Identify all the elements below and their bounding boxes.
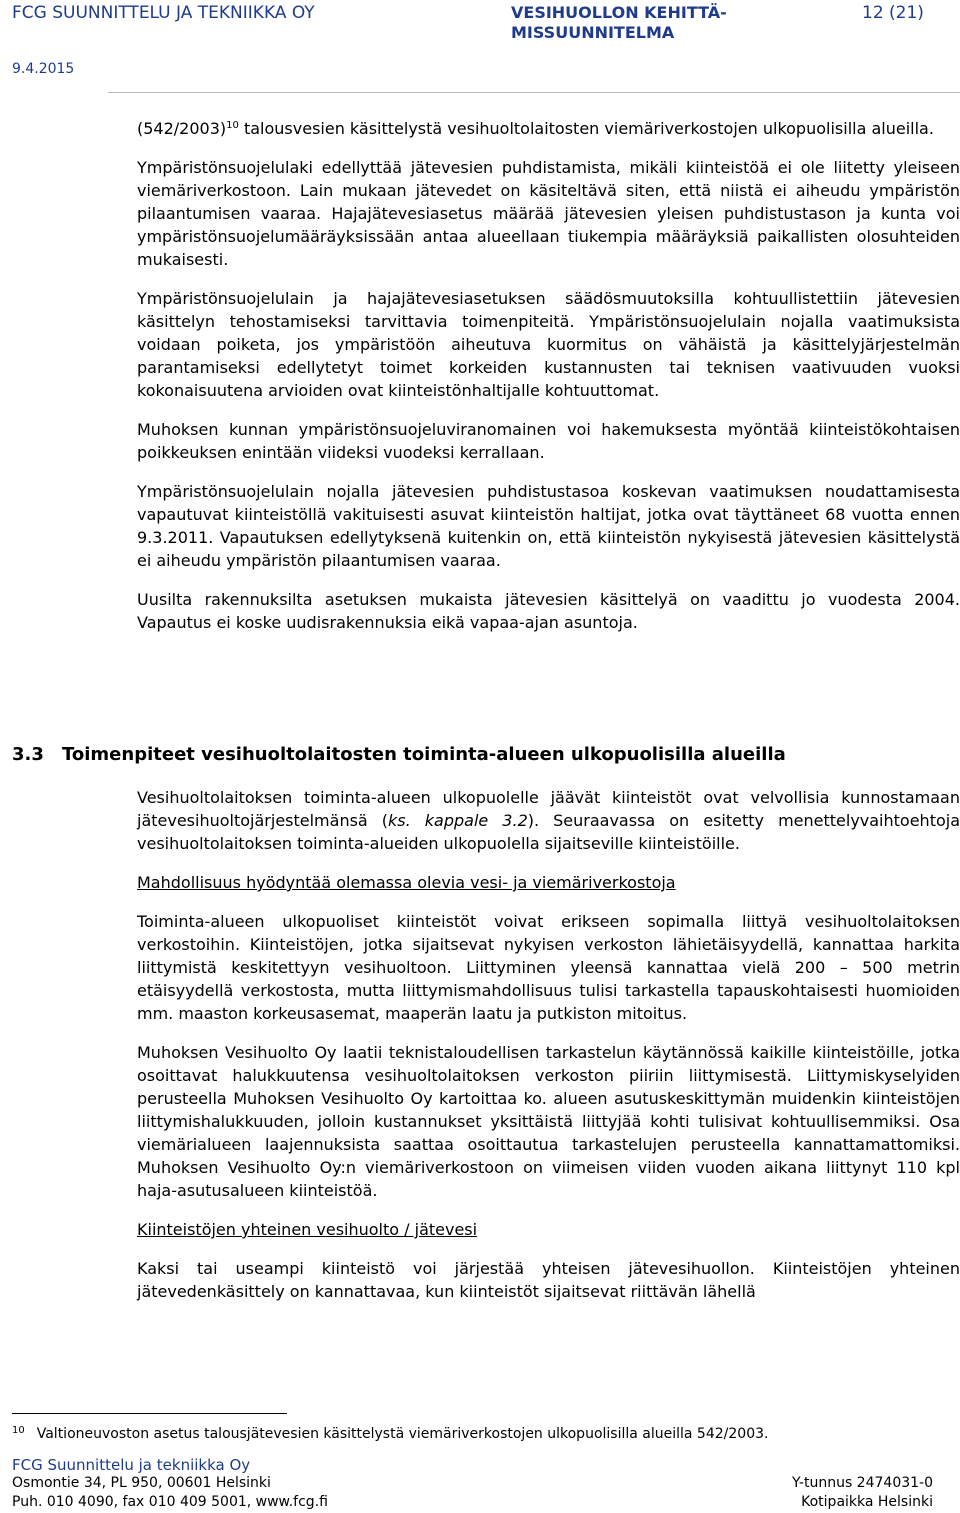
paragraph-intro-text: talousvesien käsittelystä vesihuoltolaitosten viemäriverkostojen ulkopuolisilla alueilla. <box>238 119 934 138</box>
section-body <box>137 786 960 1303</box>
paragraph-joining-networks: Toiminta-alueen ulkopuoliset kiinteistöt voivat erikseen sopimalla liittyä vesihuoltolaitoksen verkostoihin. Kiinteistöjen, jotka sijaitsevat nykyisen verkoston lähietäisyydellä, kannattaa harkita liittymistä keskitettyyn vesihuoltoon. Liittyminen yleensä kannattaa vielä 200 – 500 metrin etäisyydellä verkostosta, mutta liittymismahdollisuus tulisi tarkastella tapauskohtaisesti huomioiden mm. maaston korkeusasemat, maaperän laatu ja putkiston mitoitus. <box>137 912 960 1023</box>
paragraph-regulation-changes: Ympäristönsuojelulain ja hajajätevesiasetuksen säädösmuutoksilla kohtuullistettiin jätevesien käsittelyn tehostamiseksi tarvittavia toimenpiteitä. Ympäristönsuojelulain nojalla vaatimuksista voidaan poiketa, jos ympäristöön aiheutuva kuormitus on vähäistä ja käsittelyjärjestelmän parantamiseksi edellytetyt toimet korkeiden kustannusten tai teknisen vaativuuden vuoksi kokonaisuutena arvioiden ovat kiinteistönhaltijalle kohtuuttomat. <box>137 289 960 400</box>
footnote-ref[interactable]: 10 <box>226 120 239 131</box>
footer-domicile: Kotipaikka Helsinki <box>801 1494 933 1510</box>
header-date: 9.4.2015 <box>12 61 75 77</box>
statute-ref: (542/2003) <box>137 119 227 138</box>
subheading-existing-networks: Mahdollisuus hyödyntää olemassa olevia vesi- ja viemäriverkostoja <box>137 873 676 892</box>
cross-reference[interactable]: ks. kappale 3.2 <box>388 811 528 830</box>
paragraph-intro <box>137 117 960 140</box>
footnote-number: 10 <box>12 1425 25 1436</box>
header-divider <box>108 92 960 93</box>
section-number: 3.3 <box>12 744 44 765</box>
header-page-number: 12 (21) <box>862 3 924 23</box>
footnote-divider <box>12 1413 287 1414</box>
footer-address: Osmontie 34, PL 950, 00601 Helsinki <box>12 1475 271 1491</box>
section-title: Toimenpiteet vesihuoltolaitosten toiminta-alueen ulkopuolisilla alueilla <box>62 744 786 765</box>
paragraph-section-intro: Vesihuoltolaitoksen toiminta-alueen ulkopuolelle jäävät kiinteistöt ovat velvollisia kunnostamaan jätevesihuoltojärjestelmänsä (ks. kappale 3.2). Seuraavassa on esitetty menettelyvaihtoehtoja vesihuoltolaitoksen toiminta-alueiden ulkopuolella sijaitseville kiinteistöille. <box>137 788 960 853</box>
paragraph-exemption: Muhoksen kunnan ympäristönsuojeluviranomainen voi hakemuksesta myöntää kiinteistökohtaisen poikkeuksen enintään viideksi vuodeksi kerrallaan. <box>137 420 960 462</box>
section-heading <box>12 743 786 767</box>
paragraph-environment-law: Ympäristönsuojelulaki edellyttää jätevesien puhdistamista, mikäli kiinteistöä ei ole liitetty yleiseen viemäriverkostoon. Lain mukaan jätevedet on käsiteltävä siten, että niistä ei aiheudu ympäristön pilaantumisen vaaraa. Hajajätevesiasetus määrää jätevesien yleisen puhdistustason ja kunta voi ympäristönsuojelumääräyksissään antaa alueellaan tiukempia määräyksiä paikallisten olosuhteiden mukaisesti. <box>137 158 960 269</box>
paragraph-shared-wastewater: Kaksi tai useampi kiinteistö voi järjestää yhteisen jätevesihuollon. Kiinteistöjen yhteinen jätevedenkäsittely on kannattavaa, kun kiinteistöt sijaitsevat riittävän lähellä <box>137 1259 960 1301</box>
paragraph-new-buildings: Uusilta rakennuksilta asetuksen mukaista jätevesien käsittelyä on vaadittu jo vuodesta 2004. Vapautus ei koske uudisrakennuksia eikä vapaa-ajan asuntoja. <box>137 590 960 632</box>
header-document-title: VESIHUOLLON KEHITTÄ-MISSUUNNITELMA <box>511 3 727 42</box>
paragraph-age-exemption: Ympäristönsuojelulain nojalla jätevesien puhdistustasoa koskevan vaatimuksen noudattamisesta vapautuvat kiinteistöllä vakituisesti asuvat kiinteistön haltijat, jotka ovat täyttäneet 68 vuotta ennen 9.3.2011. Vapautuksen edellytyksenä kuitenkin on, että kiinteistön nykyisestä jätevesien käsittelystä ei aiheudu ympäristön pilaantumisen vaaraa. <box>137 482 960 570</box>
body-text <box>137 117 960 650</box>
subheading-shared-wastewater: Kiinteistöjen yhteinen vesihuolto / jätevesi <box>137 1220 478 1239</box>
footer-company: FCG Suunnittelu ja tekniikka Oy <box>12 1456 251 1474</box>
footnote-text: Valtioneuvoston asetus talousjätevesien käsittelystä viemäriverkostojen ulkopuolisilla alueilla 542/2003. <box>36 1426 769 1442</box>
footnote <box>12 1424 768 1446</box>
footer-contact: Puh. 010 4090, fax 010 409 5001, www.fcg.fi <box>12 1494 328 1510</box>
footer-business-id: Y-tunnus 2474031-0 <box>792 1475 933 1491</box>
page-header <box>0 0 960 92</box>
paragraph-vesihuolto-survey: Muhoksen Vesihuolto Oy laatii teknistaloudellisen tarkastelun käytännössä kaikille kiinteistöille, jotka osoittavat halukkuutensa vesihuoltolaitoksen verkoston piiriin liittymisestä. Liittymiskyselyiden perusteella Muhoksen Vesihuolto Oy kartoittaa ko. alueen asutuskeskittymän muidenkin kiinteistöjen liittymishalukkuuden, jolloin kustannukset yksittäistä liittyjää kohti tulisivat kohtuullisemmiksi. Osa viemärialueen laajennuksista saattaa osoittautua tarkastelujen perusteella kannattamattomiksi. Muhoksen Vesihuolto Oy:n viemäriverkostoon on viimeisen viiden vuoden aikana liittynyt 110 kpl haja-asutusalueen kiinteistöä. <box>137 1043 960 1200</box>
header-company: FCG SUUNNITTELU JA TEKNIIKKA OY <box>12 3 315 23</box>
